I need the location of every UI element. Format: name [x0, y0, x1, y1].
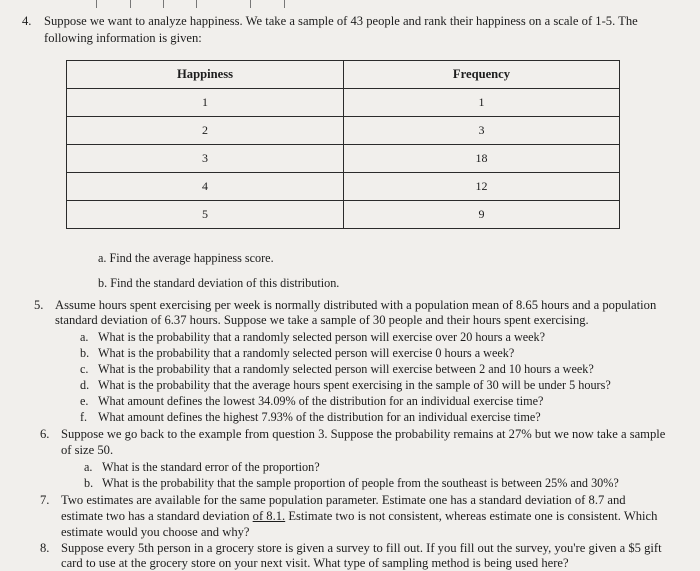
question-5-part-d [80, 378, 611, 393]
part-label: d. [80, 378, 90, 392]
question-5-part-f [80, 410, 541, 425]
frequency-cell: 12 [344, 173, 620, 201]
part-text: What is the probability that the average hours spent exercising in the sample of 30 will be under 5 hours? [98, 378, 611, 392]
happiness-cell: 1 [67, 89, 344, 117]
part-text: What amount defines the lowest 34.09% of the distribution for an individual exercise time? [98, 394, 544, 408]
question-4-part-a: a. Find the average happiness score. [98, 251, 274, 265]
question-7-text-line2 [61, 509, 657, 524]
happiness-cell: 2 [67, 117, 344, 145]
table-row [67, 173, 620, 201]
happiness-cell: 4 [67, 173, 344, 201]
frequency-cell: 9 [344, 201, 620, 229]
question-4-part-b: b. Find the standard deviation of this distribution. [98, 276, 340, 290]
header-frequency: Frequency [344, 61, 620, 89]
part-label: e. [80, 394, 89, 408]
question-5-part-b [80, 346, 514, 361]
underlined-value: of 8.1. [252, 509, 286, 523]
frequency-cell: 18 [344, 145, 620, 173]
part-text: What is the probability that a randomly selected person will exercise between 2 and 10 hours a week? [98, 362, 594, 376]
question-4-number: 4. [22, 14, 32, 28]
table-row [67, 89, 620, 117]
question-7-text-line3: estimate would you choose and why? [61, 525, 250, 539]
part-label: b. [84, 476, 94, 490]
question-5-text-line1: Assume hours spent exercising per week is normally distributed with a population mean of 8.65 hours and a population [55, 298, 657, 312]
happiness-frequency-table [66, 60, 620, 229]
question-8-text-line2: card to use at the grocery store on your next visit. What type of sampling method is being used here? [61, 556, 569, 570]
frequency-cell: 3 [344, 117, 620, 145]
question-8-number: 8. [40, 541, 50, 555]
part-label: f. [80, 410, 88, 424]
table-row [67, 117, 620, 145]
question-6-part-b [84, 476, 619, 491]
part-text: What is the probability that a randomly selected person will exercise 0 hours a week? [98, 346, 515, 360]
table-header-row [67, 61, 620, 89]
question-5-text-line2: standard deviation of 6.37 hours. Suppose we take a sample of 30 people and their hours spent exercising. [55, 313, 589, 327]
question-6-part-a [84, 460, 320, 475]
part-label: a. [80, 330, 89, 344]
part-text: What is the probability that a randomly selected person will exercise over 20 hours a week? [98, 330, 546, 344]
table-row [67, 201, 620, 229]
table-row [67, 145, 620, 173]
question-7-text-line1: Two estimates are available for the same population parameter. Estimate one has a standard deviation of 8.7 and [61, 493, 626, 507]
question-5-part-e [80, 394, 543, 409]
header-happiness: Happiness [67, 61, 344, 89]
part-text: What is the probability that the sample proportion of people from the southeast is between 25% and 30%? [102, 476, 619, 490]
question-5-part-c [80, 362, 594, 377]
question-4-text-line1: Suppose we want to analyze happiness. We take a sample of 43 people and rank their happiness on a scale of 1-5. The [44, 14, 638, 28]
question-6-text-line2: of size 50. [61, 443, 114, 457]
top-edge-marks [0, 0, 700, 10]
part-label: b. [80, 346, 90, 360]
part-text: What amount defines the highest 7.93% of the distribution for an individual exercise time? [98, 410, 541, 424]
frequency-cell: 1 [344, 89, 620, 117]
happiness-cell: 3 [67, 145, 344, 173]
question-5-number: 5. [34, 298, 44, 312]
question-5-part-a [80, 330, 545, 345]
question-8-text-line1: Suppose every 5th person in a grocery store is given a survey to fill out. If you fill out the survey, you're given a $5 gift [61, 541, 662, 555]
part-text: What is the standard error of the proportion? [102, 460, 320, 474]
question-6-number: 6. [40, 427, 50, 441]
part-label: a. [84, 460, 93, 474]
part-label: c. [80, 362, 89, 376]
line2-post: Estimate two is not consistent, whereas estimate one is consistent. Which [285, 509, 658, 523]
question-4-text-line2: following information is given: [44, 31, 202, 45]
question-7-number: 7. [40, 493, 50, 507]
question-6-text-line1: Suppose we go back to the example from question 3. Suppose the probability remains at 27% but we now take a sample [61, 427, 666, 441]
line2-pre: estimate two has a standard deviation [61, 509, 253, 523]
happiness-cell: 5 [67, 201, 344, 229]
